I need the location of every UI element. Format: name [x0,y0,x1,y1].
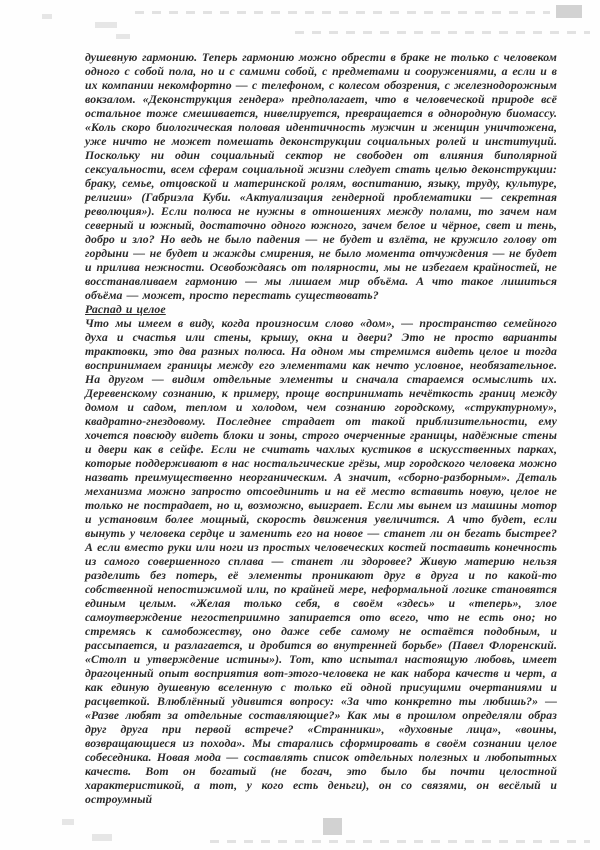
scan-artifact-speck [92,834,112,841]
paragraph-main: Что мы имеем в виду, когда произносим слово «дом», — пространство семейного духа и счастья или стены, крышу, окна и двери? Это не просто варианты трактовки, это два разных полюса. На одном мы стремимся видеть целое и тогда воспринимаем границы между его элементами как нечто условное, необязательное. На другом — видим отдельные элементы и сначала стараемся осмыслить их. Деревенскому сознанию, к примеру, проще воспринимать нечёткость границ между домом и садом, теплом и холодом, чем сознанию городскому, «структурному», квадратно-гнездовому. Последнее страдает от такой приблизительности, ему хочется повсюду видеть блоки и зоны, строго очерченные границы, надёжные стены и двери как в сейфе. Если не считать чахлых кустиков в искусственных парках, которые поддерживают в нас ностальгические грёзы, мир городского человека можно назвать преимущественно неорганическим. А значит, «сборно-разборным». Деталь механизма можно запросто отсоединить и на её место вставить новую, целое не только не пострадает, но и, возможно, выиграет. Если мы вынем из машины мотор и установим более мощный, скорость движения увеличится. А что будет, если вынуть у человека сердце и заменить его на новое — станет ли он бегать быстрее? А если вместо руки или ноги из простых человеческих костей поставить конечность из самого совершенного сплава — станет ли здоровее? Живую материю нельзя разделить без потерь, её элементы проникают друг в друга и по какой-то собственной непостижимой или, по крайней мере, неформальной логике становятся единым целым. «Желая только себя, в своём «здесь» и «теперь», злое самоутверждение негостеприимно запирается ото всего, что не есть оно; но стремясь к самобожеству, оно даже себе самому не остаётся подобным, и рассыпается, и разлагается, и дробится во внутренней борьбе» (Павел Флоренский. «Столп и утверждение истины»). Тот, кто испытал настоящую любовь, имеет драгоценный опыт восприятия вот-этого-человека не как набора качеств и черт, а как единую душевную вселенную с только ей одной присущими очертаниями и расцветкой. Влюблённый удивится вопросу: «За что конкретно ты любишь?» — «Разве любят за отдельные составляющие?» Как мы в прошлом определяли образ друг друга при первой встрече? «Странники», «духовные лица», «воины, возвращающиеся из похода». Мы старались сформировать в своём сознании целое собеседника. Новая мода — составлять список отдельных полезных и любопытных качеств. Вот он богатый (не богач, это было бы почти целостной характеристикой, а тот, у кого есть деньги), он со связями, он весёлый и остроумный [85,316,557,806]
scan-artifact-speck [116,34,130,39]
scan-artifact-top-dash-row [135,11,550,14]
scan-artifact-top-right-block [556,5,582,18]
section-heading: Распад и целое [85,302,166,316]
scan-artifact-speck [62,819,74,825]
scan-artifact-speck [42,14,52,19]
scan-artifact-bottom-dash-row [210,840,590,843]
scan-artifact-top-dash-row-2 [295,31,590,34]
paragraph-continuation: душевную гармонию. Теперь гармонию можно обрести в браке не только с человеком одного с собой пола, но и с самими собой, с предметами и сооружениями, а если и в их компании некомфортно — с телефоном, с колесом обозрения, с железнодорожным вокзалом. «Деконструкция гендера» предполагает, что в человеческой природе всё остальное тоже смешивается, нивелируется, превращается в однородную биомассу. «Коль скоро биологическая половая идентичность мужчин и женщин уничтожена, уже ничто не может помешать деконструкции социальных ролей и институций. Поскольку ни один социальный сектор не свободен от влияния биполярной сексуальности, всем сферам социальной жизни следует стать целью деконструкции: браку, семье, отцовской и материнской ролям, воспитанию, языку, труду, культуре, религии» (Габриэла Куби. «Актуализация гендерной проблематики — секретная революция»). Если полюса не нужны в отношениях между полами, то зачем нам северный и южный, достаточно одного южного, зачем белое и чёрное, свет и тень, добро и зло? Но ведь не было падения — не будет и взлёта, не кружило голову от гордыни — не будет и жажды смирения, не было момента отчуждения — не будет и прилива нежности. Освобождаясь от полярности, мы не избегаем крайностей, не восстанавливаем гармонию — мы лишаем мир объёма. А что такое лишиться объёма — может, просто перестать существовать? [85,50,557,302]
scan-artifact-bottom-block [323,818,342,835]
scan-artifact-speck [95,22,117,28]
text-column [85,50,557,806]
